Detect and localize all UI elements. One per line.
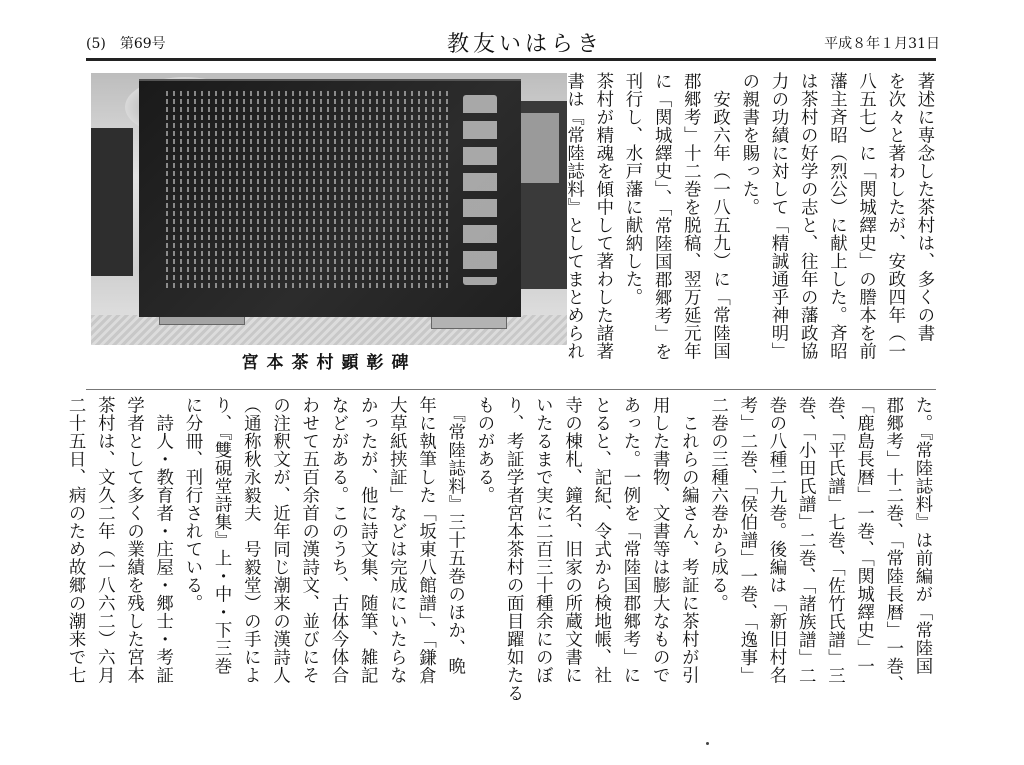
text-column: り、『雙硯堂詩集』上・中・下三巻 bbox=[211, 396, 232, 676]
text-column: 八五七）に「関城繹史」の謄本を前 bbox=[855, 72, 876, 360]
text-column: 巻、「小田氏譜」二巻、「諸族譜」二 bbox=[795, 396, 816, 685]
monument-photo bbox=[91, 73, 567, 345]
text-column: 年に執筆した「坂東八館譜」、「鎌倉 bbox=[415, 396, 436, 685]
issue-number: (5) 第69号 bbox=[86, 36, 166, 52]
section-rule bbox=[86, 389, 936, 390]
issue-date: 平成８年１月31日 bbox=[824, 36, 940, 52]
text-column: 寺の棟札、鐘名、旧家の所蔵文書に bbox=[561, 396, 582, 684]
text-column: は茶村の好学の志と、往年の藩政協 bbox=[797, 72, 818, 360]
text-column: ものがある。 bbox=[473, 396, 494, 504]
text-column: 二巻の三種六巻から成る。 bbox=[707, 396, 728, 612]
photo-caption: 宮本茶村顕彰碑 bbox=[241, 353, 417, 373]
newspaper-title: 教友いはらき bbox=[446, 32, 603, 57]
text-column: 郡郷考」十二巻を脱稿、翌万延元年 bbox=[680, 72, 701, 360]
text-column: を次々と著わしたが、安政四年（一 bbox=[884, 72, 905, 360]
text-column: 力の功績に対して「精誠通乎神明」 bbox=[767, 72, 788, 360]
text-column: 『常陸誌料』三十五巻のほか、晩 bbox=[444, 396, 465, 676]
text-column: 考」二巻、「侯伯譜」一巻、「逸事」 bbox=[736, 396, 757, 685]
monument-inscription bbox=[161, 91, 451, 291]
text-column: 学者として多くの業績を残した宮本 bbox=[123, 396, 144, 684]
text-column: 「鹿島長暦」一巻、「関城繹史」一 bbox=[853, 396, 874, 676]
text-column: の注釈文が、近年同じ潮来の漢詩人 bbox=[269, 396, 290, 684]
header-rule bbox=[86, 58, 936, 61]
text-column: 詩人・教育者・庄屋・郷士・考証 bbox=[152, 396, 173, 684]
text-column: 刊行し、水戸藩に献納した。 bbox=[621, 72, 642, 306]
text-column: 茶村は、文久二年（一八六二）六月 bbox=[94, 396, 115, 684]
text-column: た。『常陸誌料』は前編が「常陸国 bbox=[912, 396, 932, 676]
text-column: 二十五日、病のため故郷の潮来で七 bbox=[65, 396, 86, 684]
text-column: 著述に専念した茶村は、多くの書 bbox=[914, 72, 934, 342]
text-column: り、考証学者宮本茶村の面目躍如たる bbox=[503, 396, 524, 702]
text-column: 藩主斉昭（烈公）に献上した。斉昭 bbox=[826, 72, 847, 360]
article-bottom-block bbox=[65, 396, 936, 731]
text-column: 書は『常陸誌料』としてまとめられ bbox=[563, 72, 584, 360]
text-column: わせて五百余首の漢詩文、並びにそ bbox=[298, 396, 319, 684]
page-header bbox=[0, 0, 1024, 62]
text-column: かったが、他に詩文集、随筆、雑記 bbox=[357, 396, 378, 684]
text-column: 巻の八種二九巻。後編は「新旧村名 bbox=[765, 396, 786, 684]
text-column: あった。一例を「常陸国郡郷考」に bbox=[619, 396, 640, 684]
text-column: いたるまで実に二百三十種余にのぼ bbox=[532, 396, 553, 684]
monument-title-carving bbox=[463, 95, 497, 285]
article-top-block bbox=[563, 72, 938, 384]
text-column: 安政六年（一八五九）に「常陸国 bbox=[709, 72, 730, 360]
text-column: の親書を賜った。 bbox=[738, 72, 759, 216]
text-column: などがある。このうち、古体今体合 bbox=[327, 396, 348, 684]
text-column: 大草紙挟証」などは完成にいたらな bbox=[386, 396, 407, 684]
text-column: に「関城繹史」、「常陸国郡郷考」を bbox=[651, 72, 672, 361]
text-column: 用した書物、文書等は膨大なもので bbox=[649, 396, 670, 684]
text-column: とると、記紀、令式から検地帳、社 bbox=[590, 396, 611, 684]
text-column: （通称秋永毅夫 号毅堂）の手によ bbox=[240, 396, 261, 684]
text-column: 郡郷考」十二巻、「常陸長暦」一巻、 bbox=[882, 396, 903, 694]
text-column: 巻、「平氏譜」七巻、「佐竹氏譜」三 bbox=[824, 396, 845, 685]
text-column: に分冊、刊行されている。 bbox=[181, 396, 202, 612]
text-column: これらの編さん、考証に茶村が引 bbox=[678, 396, 699, 684]
text-column: 茶村が精魂を傾中して著わした諸著 bbox=[592, 72, 613, 360]
